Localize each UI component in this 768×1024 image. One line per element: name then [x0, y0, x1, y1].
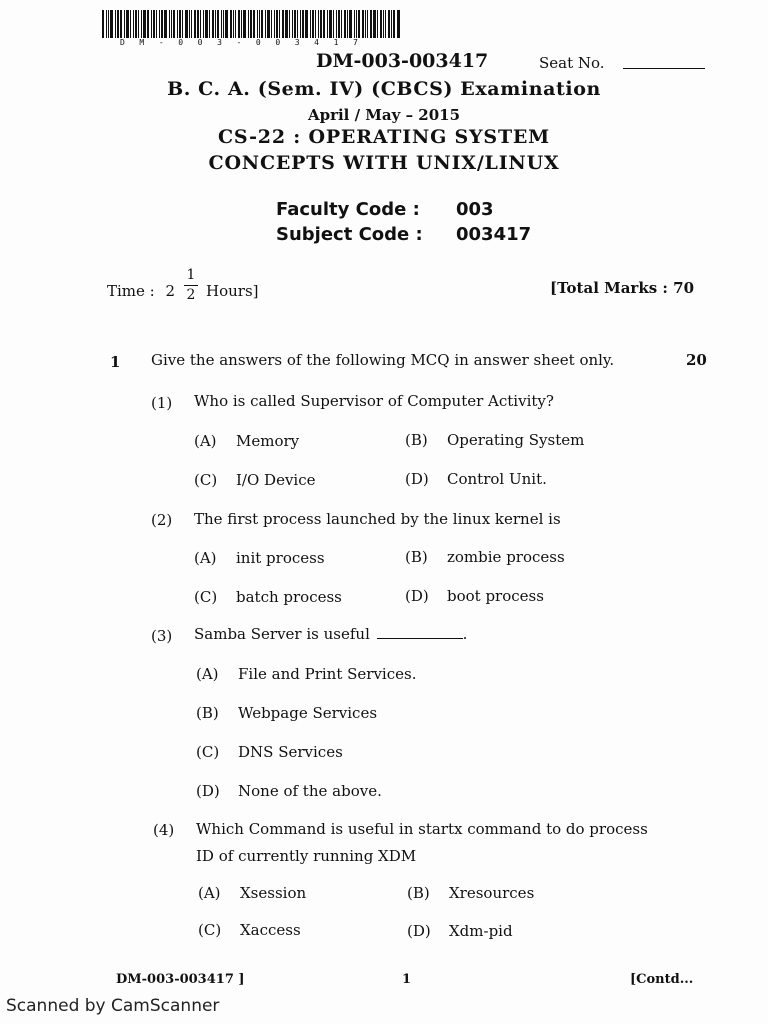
barcode-bar — [138, 10, 139, 38]
option-text: Xresources — [449, 884, 535, 902]
mcq-text: Samba Server is useful . — [194, 625, 468, 643]
barcode-bar — [257, 10, 258, 38]
option-key: (B) — [405, 431, 428, 449]
option-text: Operating System — [447, 431, 585, 449]
barcode-bar — [225, 10, 228, 38]
option-key: (B) — [405, 548, 428, 566]
time-label: Time : 2 — [107, 282, 176, 300]
barcode-bar — [161, 10, 163, 38]
barcode-bar — [320, 10, 322, 38]
barcode-bar — [217, 10, 219, 38]
option-text: None of the above. — [238, 782, 382, 800]
barcode-bar — [164, 10, 167, 38]
barcode-bar — [271, 10, 272, 38]
mcq-number: (2) — [151, 511, 173, 529]
barcode-bar — [124, 10, 125, 38]
barcode-bar — [203, 10, 204, 38]
barcode-bar — [282, 10, 284, 38]
barcode-bar — [135, 10, 137, 38]
barcode-bar — [380, 10, 382, 38]
barcode-bar — [235, 10, 236, 38]
barcode-bar — [102, 10, 104, 38]
subject-code-label: Subject Code : — [276, 224, 423, 245]
barcode-bar — [215, 10, 216, 38]
option-key: (D) — [405, 470, 429, 488]
barcode-bar — [230, 10, 232, 38]
faculty-code-label: Faculty Code : — [276, 199, 420, 220]
option-key: (A) — [198, 884, 221, 902]
mcq-number: (3) — [151, 627, 173, 645]
footer-paper-code: DM-003-003417 ] — [116, 972, 245, 987]
barcode-bar — [383, 10, 384, 38]
option-key: (A) — [196, 665, 219, 683]
barcode-bar — [233, 10, 234, 38]
barcode-bar — [250, 10, 252, 38]
option-text: zombie process — [447, 548, 565, 566]
barcode-bar — [318, 10, 319, 38]
option-text: boot process — [447, 587, 544, 605]
barcode-bar — [370, 10, 372, 38]
barcode-bar — [276, 10, 278, 38]
barcode-bar — [182, 10, 183, 38]
barcode-bar — [305, 10, 308, 38]
option-key: (A) — [194, 432, 217, 450]
barcode-bar — [297, 10, 298, 38]
barcode-bar — [358, 10, 360, 38]
barcode-bar — [248, 10, 249, 38]
option-text: I/O Device — [236, 471, 316, 489]
barcode-bar — [156, 10, 157, 38]
barcode-bar — [243, 10, 246, 38]
barcode-bar — [349, 10, 352, 38]
barcode-bar — [253, 10, 255, 38]
barcode-bar — [108, 10, 109, 38]
barcode-bar — [333, 10, 334, 38]
subject-code-value: 003417 — [456, 224, 532, 245]
exam-title: B. C. A. (Sem. IV) (CBCS) Examination — [167, 78, 601, 100]
option-key: (C) — [194, 588, 218, 606]
barcode-bar — [373, 10, 376, 38]
barcode-bar — [327, 10, 328, 38]
answer-blank — [377, 638, 463, 639]
barcode-bar — [323, 10, 325, 38]
barcode-bar — [265, 10, 266, 38]
barcode-bar — [310, 10, 311, 38]
barcode-bar — [194, 10, 196, 38]
barcode-bar — [347, 10, 348, 38]
exam-session: April / May – 2015 — [307, 106, 461, 124]
barcode-bar — [173, 10, 175, 38]
barcode-bar — [159, 10, 160, 38]
barcode-bar — [354, 10, 355, 38]
barcode-bar — [302, 10, 304, 38]
barcode-bar — [151, 10, 152, 38]
option-key: (D) — [407, 922, 431, 940]
mcq-text: Who is called Supervisor of Computer Activity? — [194, 392, 554, 410]
course-title-line2: CONCEPTS WITH UNIX/LINUX — [208, 152, 560, 174]
barcode-bar — [341, 10, 342, 38]
barcode-bar — [130, 10, 131, 38]
faculty-code-value: 003 — [456, 199, 494, 220]
barcode-bar — [344, 10, 346, 38]
barcode-bar — [289, 10, 290, 38]
barcode-bar — [126, 10, 129, 38]
option-key: (B) — [196, 704, 219, 722]
barcode-bar — [197, 10, 199, 38]
option-text: Xaccess — [240, 921, 301, 939]
barcode-bar — [115, 10, 116, 38]
barcode-bar — [177, 10, 178, 38]
barcode-bar — [338, 10, 340, 38]
option-key: (B) — [407, 884, 430, 902]
barcode-bar — [259, 10, 260, 38]
question-text: Give the answers of the following MCQ in answer sheet only. — [151, 351, 615, 369]
barcode-bar — [120, 10, 122, 38]
barcode-bar — [191, 10, 192, 38]
barcode-bar — [294, 10, 296, 38]
barcode-bar — [393, 10, 395, 38]
barcode-bar — [279, 10, 280, 38]
time-fraction: 1 2 — [184, 267, 198, 304]
barcode-bar — [110, 10, 113, 38]
mcq-text-line2: ID of currently running XDM — [196, 847, 417, 865]
barcode-bar — [274, 10, 275, 38]
barcode-bar — [267, 10, 270, 38]
barcode-bar — [238, 10, 240, 38]
barcode-bar — [171, 10, 172, 38]
total-marks: [Total Marks : 70 — [550, 279, 695, 297]
barcode-bar — [189, 10, 190, 38]
barcode-bar — [292, 10, 293, 38]
option-text: Memory — [236, 432, 300, 450]
option-key: (A) — [194, 549, 217, 567]
barcode-bar — [169, 10, 170, 38]
barcode-bar — [106, 10, 107, 38]
mcq-number: (4) — [153, 821, 175, 839]
mcq-text-line1: Which Command is useful in startx command to do process — [196, 820, 648, 838]
barcode-bar — [285, 10, 288, 38]
paper-code: DM-003-003417 — [316, 50, 489, 72]
barcode-bar — [143, 10, 146, 38]
barcode-bar — [365, 10, 366, 38]
mcq-text: The first process launched by the linux kernel is — [194, 510, 561, 528]
barcode-bar — [223, 10, 224, 38]
barcode-bar — [153, 10, 155, 38]
barcode-bar — [397, 10, 400, 38]
barcode-bar — [300, 10, 301, 38]
question-number: 1 — [110, 353, 121, 371]
barcode-bar — [385, 10, 386, 38]
barcode-bar — [312, 10, 314, 38]
time-unit: Hours] — [206, 282, 259, 300]
seat-label: Seat No. — [539, 54, 605, 72]
barcode-bar — [205, 10, 208, 38]
barcode-bar — [388, 10, 390, 38]
barcode-bar — [133, 10, 134, 38]
barcode-bar — [391, 10, 392, 38]
mcq-number: (1) — [151, 394, 173, 412]
option-key: (C) — [196, 743, 220, 761]
barcode-bar — [362, 10, 364, 38]
option-key: (C) — [194, 471, 218, 489]
barcode-bar — [367, 10, 368, 38]
barcode-digits: DM-003-003417 — [120, 38, 373, 47]
barcode-bar — [329, 10, 332, 38]
barcode-bar — [147, 10, 149, 38]
barcode-bar — [117, 10, 119, 38]
course-title-line1: CS-22 : OPERATING SYSTEM — [217, 126, 550, 148]
barcode-bar — [141, 10, 142, 38]
seat-number-blank — [623, 68, 705, 69]
option-text: batch process — [236, 588, 342, 606]
option-text: Webpage Services — [238, 704, 378, 722]
barcode-bar — [185, 10, 188, 38]
barcode-bar — [315, 10, 316, 38]
barcode-bar — [221, 10, 222, 38]
option-text: Xsession — [240, 884, 307, 902]
option-key: (D) — [196, 782, 220, 800]
barcode-bar — [336, 10, 337, 38]
option-text: Control Unit. — [447, 470, 547, 488]
option-text: DNS Services — [238, 743, 343, 761]
question-marks: 20 — [686, 351, 707, 369]
option-text: File and Print Services. — [238, 665, 417, 683]
scanner-watermark: Scanned by CamScanner — [6, 996, 220, 1016]
barcode-bar — [241, 10, 242, 38]
barcode-bar — [261, 10, 263, 38]
barcode-bar — [200, 10, 201, 38]
barcode-bar — [356, 10, 357, 38]
option-key: (D) — [405, 587, 429, 605]
barcode — [102, 10, 460, 38]
continued-note: [Contd... — [630, 972, 694, 987]
option-text: init process — [236, 549, 325, 567]
barcode-bar — [209, 10, 210, 38]
barcode-bar — [212, 10, 214, 38]
barcode-bar — [377, 10, 378, 38]
option-text: Xdm-pid — [449, 922, 513, 940]
barcode-bar — [179, 10, 181, 38]
option-key: (C) — [198, 921, 222, 939]
page-number: 1 — [402, 972, 412, 987]
